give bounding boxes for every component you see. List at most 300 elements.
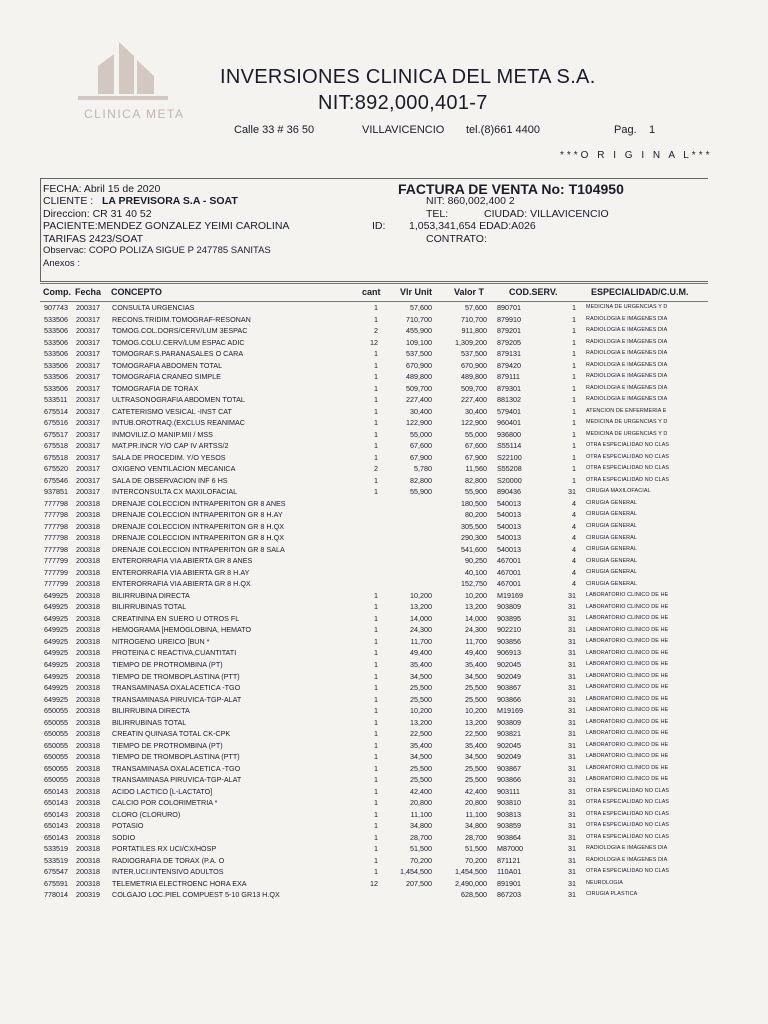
cell-cod-serv: 902049: [497, 671, 521, 681]
observations: Observac: COPO POLIZA SIGUE P 247785 SANITAS: [43, 245, 271, 256]
cell-especialidad: RADIOLOGIA E IMÁGENES DIA: [586, 845, 668, 852]
table-row: [0, 555, 768, 567]
cell-cant: 1: [374, 717, 378, 727]
cell-especialidad: CIRUGIA GENERAL: [586, 499, 637, 506]
cell-grupo: 31: [568, 740, 576, 750]
cell-comp: 533519: [44, 855, 68, 865]
cell-concepto: SODIO: [112, 832, 136, 842]
cell-concepto: POTASIO: [112, 821, 144, 831]
cell-concepto: TRANSAMINASA PIRUVICA-TGP-ALAT: [112, 775, 242, 785]
invoice-nit: NIT: 860,002,400 2: [426, 195, 515, 207]
cell-grupo: 31: [568, 602, 576, 612]
col-vlr-unit: Vlr Unit: [400, 287, 433, 297]
cell-concepto: TIEMPO DE TROMBOPLASTINA (PTT): [112, 671, 240, 681]
cell-cod-serv: 879201: [497, 326, 521, 336]
cell-grupo: 4: [572, 510, 576, 520]
cell-cant: 1: [374, 613, 378, 623]
cell-vlr-unit: 670,900: [406, 360, 432, 370]
cell-cod-serv: M19169: [497, 706, 523, 716]
table-body: [0, 302, 768, 901]
cell-cant: 1: [374, 314, 378, 324]
cell-grupo: 4: [572, 533, 576, 543]
cell-cant: 12: [370, 878, 378, 888]
cell-fecha: 200318: [76, 683, 100, 693]
invoice-date: FECHA: Abril 15 de 2020: [43, 183, 161, 195]
cell-fecha: 200318: [76, 729, 100, 739]
cell-cant: 1: [374, 659, 378, 669]
cell-comp: 675591: [44, 878, 68, 888]
cell-especialidad: LABORATORIO CLINICO DE HE: [586, 776, 669, 783]
table-row: [0, 475, 768, 487]
annexes: Anexos :: [43, 258, 80, 269]
cell-comp: 675520: [44, 464, 68, 474]
table-row: [0, 383, 768, 395]
cell-fecha: 200318: [76, 613, 100, 623]
cell-cant: 1: [374, 395, 378, 405]
cell-especialidad: OTRA ESPECIALIDAD NO CLAS: [586, 799, 670, 806]
cell-especialidad: LABORATORIO CLINICO DE HE: [586, 672, 669, 679]
cell-cod-serv: S20000: [497, 475, 522, 485]
cell-vlr-unit: 51,500: [410, 844, 432, 854]
cell-comp: 649925: [44, 683, 68, 693]
cell-fecha: 200318: [76, 775, 100, 785]
table-row: [0, 509, 768, 521]
cell-fecha: 200318: [76, 498, 100, 508]
cell-especialidad: LABORATORIO CLINICO DE HE: [586, 741, 669, 748]
col-especialidad: ESPECIALIDAD/C.U.M.: [591, 287, 689, 297]
cell-grupo: 31: [568, 752, 576, 762]
cell-concepto: TIEMPO DE PROTROMBINA (PT): [112, 740, 223, 750]
cell-especialidad: LABORATORIO CLINICO DE HE: [586, 649, 669, 656]
cell-grupo: 1: [572, 475, 576, 485]
cell-fecha: 200318: [76, 510, 100, 520]
cell-comp: 777799: [44, 579, 68, 589]
cell-cant: 1: [374, 590, 378, 600]
cell-cant: 1: [374, 763, 378, 773]
cell-grupo: 31: [568, 671, 576, 681]
cell-concepto: SALA DE OBSERVACION INF 6 HS: [112, 475, 228, 485]
cell-vlr-unit: 122,900: [406, 418, 432, 428]
cell-grupo: 4: [572, 544, 576, 554]
client-name: LA PREVISORA S.A - SOAT: [102, 195, 238, 207]
tel-label: TEL:: [426, 208, 449, 220]
cell-fecha: 200318: [76, 590, 100, 600]
cell-cod-serv: 936800: [497, 429, 521, 439]
cell-especialidad: LABORATORIO CLINICO DE HE: [586, 626, 669, 633]
cell-cant: 1: [374, 683, 378, 693]
cell-grupo: 31: [568, 855, 576, 865]
cell-comp: 650055: [44, 763, 68, 773]
cell-especialidad: CIRUGIA GENERAL: [586, 580, 637, 587]
table-row: [0, 601, 768, 613]
cell-vlr-unit: 207,500: [406, 878, 432, 888]
cell-grupo: 31: [568, 590, 576, 600]
cell-cod-serv: 879205: [497, 337, 521, 347]
cell-vlr-unit: 25,500: [410, 694, 432, 704]
cell-grupo: 31: [568, 763, 576, 773]
cell-grupo: 31: [568, 890, 576, 900]
table-row: [0, 659, 768, 671]
cell-cod-serv: 879910: [497, 314, 521, 324]
cell-valor-t: 55,000: [465, 429, 487, 439]
col-cod-serv: COD.SERV.: [509, 287, 558, 297]
cell-valor-t: 25,500: [465, 763, 487, 773]
cell-cod-serv: 540013: [497, 533, 521, 543]
table-row: [0, 348, 768, 360]
cell-vlr-unit: 49,400: [410, 648, 432, 658]
cell-grupo: 31: [568, 878, 576, 888]
cell-cod-serv: M87000: [497, 844, 523, 854]
cell-vlr-unit: 55,000: [410, 429, 432, 439]
company-phone: tel.(8)661 4400: [466, 124, 540, 136]
cell-cant: 2: [374, 326, 378, 336]
cell-concepto: SALA DE PROCEDIM. Y/O YESOS: [112, 452, 226, 462]
cell-comp: 533506: [44, 349, 68, 359]
cell-concepto: MAT.PR.INCR Y/O CAP IV ARTSS/2: [112, 441, 229, 451]
cell-fecha: 200318: [76, 579, 100, 589]
cell-especialidad: OTRA ESPECIALIDAD NO CLAS: [586, 453, 670, 460]
cell-valor-t: 10,200: [465, 590, 487, 600]
cell-cod-serv: 467001: [497, 567, 521, 577]
cell-vlr-unit: 537,500: [406, 349, 432, 359]
cell-valor-t: 541,600: [461, 544, 487, 554]
cell-grupo: 31: [568, 683, 576, 693]
cell-cod-serv: S22100: [497, 452, 522, 462]
cell-valor-t: 35,400: [465, 740, 487, 750]
cell-comp: 533506: [44, 372, 68, 382]
cell-valor-t: 34,500: [465, 752, 487, 762]
cell-cod-serv: S55114: [497, 441, 522, 451]
cell-cod-serv: 902210: [497, 625, 521, 635]
cell-especialidad: LABORATORIO CLINICO DE HE: [586, 603, 669, 610]
cell-especialidad: CIRUGIA GENERAL: [586, 511, 637, 518]
cell-concepto: PORTATILES RX UCI/CX/HOSP: [112, 844, 217, 854]
cell-grupo: 1: [572, 383, 576, 393]
cell-especialidad: RADIOLOGIA E IMÁGENES DIA: [586, 396, 668, 403]
cell-especialidad: RADIOLOGIA E IMÁGENES DIA: [586, 350, 668, 357]
cell-especialidad: CIRUGIA GENERAL: [586, 546, 637, 553]
table-row: [0, 682, 768, 694]
cell-comp: 533506: [44, 314, 68, 324]
cell-valor-t: 34,800: [465, 821, 487, 831]
company-nit: NIT:892,000,401-7: [318, 92, 488, 114]
cell-valor-t: 152,750: [461, 579, 487, 589]
cell-fecha: 200317: [76, 429, 100, 439]
cell-cod-serv: 891901: [497, 878, 521, 888]
cell-cod-serv: 467001: [497, 579, 521, 589]
cell-especialidad: OTRA ESPECIALIDAD NO CLAS: [586, 868, 670, 875]
cell-cod-serv: 540013: [497, 498, 521, 508]
cell-fecha: 200318: [76, 556, 100, 566]
table-row: [0, 613, 768, 625]
table-row: [0, 532, 768, 544]
cell-cod-serv: 903809: [497, 717, 521, 727]
cell-cant: 1: [374, 740, 378, 750]
cell-fecha: 200317: [76, 406, 100, 416]
cell-cod-serv: 903821: [497, 729, 521, 739]
cell-grupo: 31: [568, 659, 576, 669]
table-row: [0, 636, 768, 648]
cell-especialidad: CIRUGIA PLASTICA: [586, 891, 638, 898]
cell-cod-serv: 903809: [497, 602, 521, 612]
cell-vlr-unit: 34,800: [410, 821, 432, 831]
cell-valor-t: 67,900: [465, 452, 487, 462]
cell-grupo: 1: [572, 360, 576, 370]
cell-especialidad: MEDICINA DE URGENCIAS Y D: [586, 304, 668, 311]
cell-especialidad: OTRA ESPECIALIDAD NO CLAS: [586, 465, 670, 472]
cell-cod-serv: 540013: [497, 544, 521, 554]
cell-vlr-unit: 34,500: [410, 752, 432, 762]
cell-especialidad: LABORATORIO CLINICO DE HE: [586, 615, 669, 622]
city-field: CIUDAD: VILLAVICENCIO: [484, 208, 609, 220]
cell-valor-t: 40,100: [465, 567, 487, 577]
cell-valor-t: 57,600: [465, 303, 487, 312]
cell-grupo: 31: [568, 636, 576, 646]
cell-fecha: 200317: [76, 452, 100, 462]
table-row: [0, 774, 768, 786]
table-row: [0, 314, 768, 326]
cell-valor-t: 537,500: [461, 349, 487, 359]
table-row: [0, 417, 768, 429]
cell-especialidad: MEDICINA DE URGENCIAS Y D: [586, 419, 668, 426]
cell-fecha: 200318: [76, 844, 100, 854]
cell-grupo: 1: [572, 464, 576, 474]
cell-comp: 649925: [44, 590, 68, 600]
table-row: [0, 463, 768, 475]
cell-especialidad: RADIOLOGIA E IMÁGENES DIA: [586, 856, 668, 863]
cell-comp: 533506: [44, 326, 68, 336]
cell-valor-t: 122,900: [461, 418, 487, 428]
cell-concepto: DRENAJE COLECCION INTRAPERITON GR 8 SALA: [112, 544, 285, 554]
table-row: [0, 843, 768, 855]
cell-especialidad: CIRUGIA MAXILOFACIAL: [586, 488, 651, 495]
cell-fecha: 200318: [76, 763, 100, 773]
cell-comp: 650055: [44, 740, 68, 750]
cell-valor-t: 25,500: [465, 775, 487, 785]
table-row: [0, 325, 768, 337]
cell-cod-serv: 903810: [497, 798, 521, 808]
cell-comp: 778014: [44, 890, 68, 900]
cell-cod-serv: 903867: [497, 683, 521, 693]
cell-concepto: CLORO (CLORURO): [112, 809, 181, 819]
cell-fecha: 200318: [76, 878, 100, 888]
cell-fecha: 200318: [76, 636, 100, 646]
cell-grupo: 31: [568, 487, 576, 497]
cell-fecha: 200318: [76, 602, 100, 612]
cell-concepto: ENTERORRAFIA VIA ABIERTA GR 8 ANES: [112, 556, 253, 566]
cell-especialidad: LABORATORIO CLINICO DE HE: [586, 707, 669, 714]
original-mark: ***O R I G I N A L***: [560, 150, 713, 161]
cell-comp: 649925: [44, 613, 68, 623]
cell-cod-serv: 902045: [497, 659, 521, 669]
cell-cant: 1: [374, 798, 378, 808]
cell-fecha: 200318: [76, 752, 100, 762]
cell-grupo: 31: [568, 821, 576, 831]
cell-cant: 1: [374, 855, 378, 865]
cell-especialidad: CIRUGIA GENERAL: [586, 569, 637, 576]
cell-concepto: TIEMPO DE TROMBOPLASTINA (PTT): [112, 752, 240, 762]
cell-cant: 1: [374, 671, 378, 681]
cell-especialidad: LABORATORIO CLINICO DE HE: [586, 764, 669, 771]
cell-valor-t: 13,200: [465, 602, 487, 612]
cell-fecha: 200318: [76, 832, 100, 842]
cell-valor-t: 1,309,200: [455, 337, 487, 347]
cell-cant: 1: [374, 786, 378, 796]
cell-especialidad: NEUROLOGIA: [586, 879, 623, 886]
table-row: [0, 337, 768, 349]
cell-vlr-unit: 20,800: [410, 798, 432, 808]
table-row: [0, 394, 768, 406]
cell-fecha: 200317: [76, 337, 100, 347]
cell-comp: 777798: [44, 533, 68, 543]
table-row: [0, 578, 768, 590]
cell-cod-serv: 903867: [497, 763, 521, 773]
cell-vlr-unit: 11,100: [410, 809, 432, 819]
cell-cant: 12: [370, 337, 378, 347]
cell-cant: 1: [374, 648, 378, 658]
cell-concepto: NITROGENO UREICO [BUN *: [112, 636, 210, 646]
cell-comp: 777799: [44, 567, 68, 577]
cell-vlr-unit: 13,200: [410, 602, 432, 612]
cell-valor-t: 11,560: [465, 464, 487, 474]
cell-cod-serv: 890436: [497, 487, 521, 497]
cell-comp: 675518: [44, 452, 68, 462]
cell-valor-t: 42,400: [465, 786, 487, 796]
cell-cant: 1: [374, 832, 378, 842]
client-label: CLIENTE :: [43, 195, 94, 207]
cell-concepto: BILIRRUBINAS TOTAL: [112, 602, 187, 612]
cell-cod-serv: 906913: [497, 648, 521, 658]
cell-fecha: 200318: [76, 809, 100, 819]
cell-fecha: 200317: [76, 383, 100, 393]
cell-especialidad: CIRUGIA GENERAL: [586, 557, 637, 564]
cell-vlr-unit: 67,600: [410, 441, 432, 451]
cell-comp: 675514: [44, 406, 68, 416]
col-fecha: Fecha: [75, 287, 102, 297]
cell-especialidad: RADIOLOGIA E IMÁGENES DIA: [586, 338, 668, 345]
cell-vlr-unit: 25,500: [410, 775, 432, 785]
cell-especialidad: OTRA ESPECIALIDAD NO CLAS: [586, 787, 670, 794]
cell-valor-t: 30,400: [465, 406, 487, 416]
cell-valor-t: 11,100: [465, 809, 487, 819]
cell-comp: 907743: [44, 303, 68, 312]
table-row: [0, 544, 768, 556]
cell-concepto: TOMOGRAFIA ABDOMEN TOTAL: [112, 360, 223, 370]
table-row: [0, 486, 768, 498]
cell-valor-t: 305,500: [461, 521, 487, 531]
cell-cod-serv: 960401: [497, 418, 521, 428]
cell-grupo: 1: [572, 326, 576, 336]
cell-valor-t: 35,400: [465, 659, 487, 669]
cell-especialidad: OTRA ESPECIALIDAD NO CLAS: [586, 822, 670, 829]
col-comp: Comp.: [43, 287, 71, 297]
cell-concepto: TOMOGRAFIA CRANEO SIMPLE: [112, 372, 221, 382]
table-row: [0, 647, 768, 659]
cell-concepto: ENTERORRAFIA VIA ABIERTA GR 8 H.QX: [112, 579, 251, 589]
cell-especialidad: RADIOLOGIA E IMÁGENES DIA: [586, 327, 668, 334]
cell-cod-serv: 903111: [497, 786, 520, 796]
cell-concepto: CONSULTA URGENCIAS: [112, 303, 195, 312]
cell-valor-t: 1,454,500: [455, 867, 487, 877]
cell-comp: 650143: [44, 832, 68, 842]
cell-fecha: 200318: [76, 533, 100, 543]
cell-concepto: TIEMPO DE PROTROMBINA (PT): [112, 659, 223, 669]
cell-valor-t: 10,200: [465, 706, 487, 716]
cell-grupo: 1: [572, 429, 576, 439]
cell-cant: 1: [374, 775, 378, 785]
cell-concepto: PROTEINA C REACTIVA,CUANTITATI: [112, 648, 237, 658]
cell-vlr-unit: 109,100: [406, 337, 432, 347]
cell-grupo: 31: [568, 775, 576, 785]
cell-cod-serv: 879420: [497, 360, 521, 370]
cell-comp: 675518: [44, 441, 68, 451]
page-number: 1: [649, 124, 656, 136]
cell-concepto: CALCIO POR COLORIMETRIA *: [112, 798, 218, 808]
table-row: [0, 567, 768, 579]
table-row: [0, 797, 768, 809]
cell-concepto: CATETERISMO VESICAL -INST CAT: [112, 406, 232, 416]
cell-concepto: INTER.UCI.INTENSIVO ADULTOS: [112, 867, 224, 877]
cell-cod-serv: 903895: [497, 613, 521, 623]
cell-vlr-unit: 55,900: [410, 487, 432, 497]
cell-cod-serv: 867203: [497, 890, 521, 900]
id-label: ID:: [372, 220, 386, 232]
cell-cant: 1: [374, 706, 378, 716]
cell-especialidad: LABORATORIO CLINICO DE HE: [586, 730, 669, 737]
cell-comp: 675546: [44, 475, 68, 485]
page-label: Pag.: [614, 124, 637, 136]
cell-fecha: 200318: [76, 867, 100, 877]
cell-valor-t: 2,490,000: [455, 878, 487, 888]
cell-comp: 649925: [44, 671, 68, 681]
cell-cant: 1: [374, 602, 378, 612]
cell-vlr-unit: 10,200: [410, 590, 432, 600]
cell-especialidad: RADIOLOGIA E IMÁGENES DIA: [586, 315, 668, 322]
table-row: [0, 452, 768, 464]
cell-comp: 777798: [44, 521, 68, 531]
cell-vlr-unit: 25,500: [410, 683, 432, 693]
cell-cod-serv: 903813: [497, 809, 521, 819]
cell-grupo: 31: [568, 809, 576, 819]
cell-vlr-unit: 455,900: [406, 326, 432, 336]
client-address: Direccion: CR 31 40 52: [43, 208, 152, 220]
cell-grupo: 1: [572, 372, 576, 382]
cell-grupo: 4: [572, 567, 576, 577]
cell-comp: 649925: [44, 625, 68, 635]
cell-grupo: 31: [568, 613, 576, 623]
tariffs: TARIFAS 2423/SOAT: [43, 233, 143, 245]
cell-fecha: 200318: [76, 821, 100, 831]
cell-grupo: 4: [572, 579, 576, 589]
cell-cod-serv: 879301: [497, 383, 521, 393]
cell-vlr-unit: 25,500: [410, 763, 432, 773]
cell-grupo: 31: [568, 844, 576, 854]
cell-cod-serv: 879111: [497, 372, 520, 382]
cell-especialidad: CIRUGIA GENERAL: [586, 534, 637, 541]
cell-concepto: HEMOGRAMA [HEMOGLOBINA, HEMATO: [112, 625, 252, 635]
cell-valor-t: 80,200: [465, 510, 487, 520]
cell-vlr-unit: 5,780: [414, 464, 432, 474]
cell-concepto: TOMOGRAFIA DE TORAX: [112, 383, 199, 393]
cell-grupo: 4: [572, 521, 576, 531]
cell-cant: 1: [374, 475, 378, 485]
cell-especialidad: LABORATORIO CLINICO DE HE: [586, 718, 669, 725]
table-row: [0, 590, 768, 602]
cell-comp: 649925: [44, 648, 68, 658]
patient-name: PACIENTE:MENDEZ GONZALEZ YEIMI CAROLINA: [43, 220, 290, 232]
cell-cod-serv: 881302: [497, 395, 521, 405]
cell-cod-serv: 540013: [497, 521, 521, 531]
